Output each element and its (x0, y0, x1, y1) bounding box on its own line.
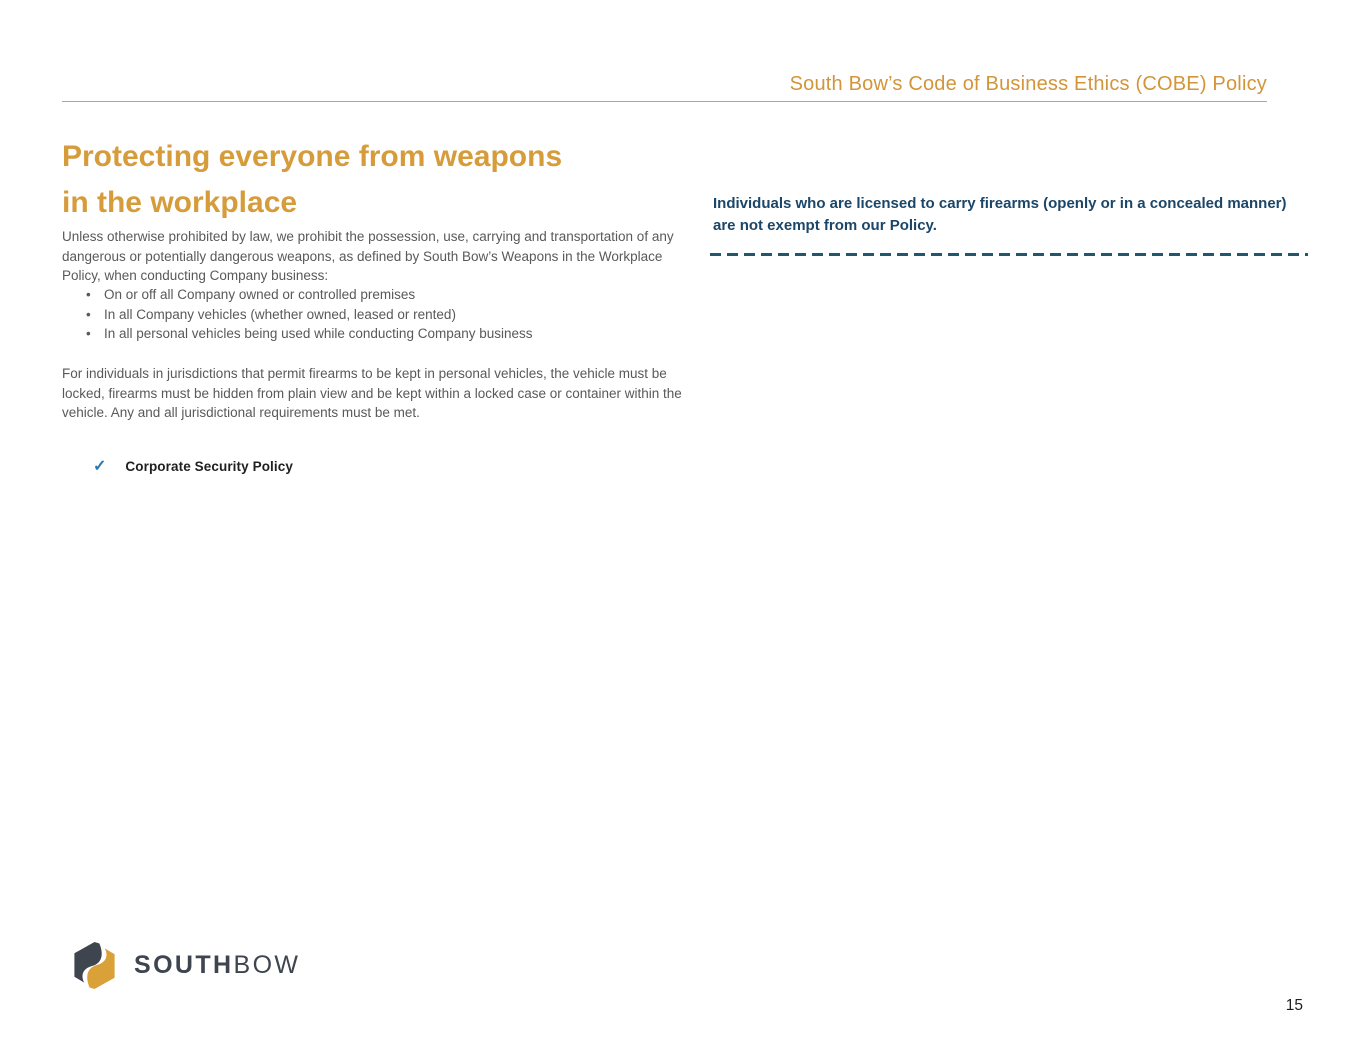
bullet-item: • In all Company vehicles (whether owned, leased or rented) (66, 305, 666, 325)
callout-line-1: Individuals who are licensed to carry firearms (openly or in a concealed manner) (713, 195, 1287, 212)
page-title-line-2: in the workplace (62, 186, 298, 219)
weapons-rules-bullet-list (66, 285, 666, 344)
firearms-license-callout (713, 193, 1287, 236)
checkmark-icon: ✓ (93, 458, 107, 475)
wordmark-south: SOUTH (134, 951, 234, 979)
callout-dashed-divider (710, 253, 1308, 256)
header-title: South Bow’s Code of Business Ethics (COBE) Policy (789, 73, 1267, 95)
callout-line-2: are not exempt from our Policy. (713, 216, 937, 234)
southbow-wordmark (134, 951, 300, 980)
intro-paragraph: Unless otherwise prohibited by law, we prohibit the possession, use, carrying and transportation of any dangerous or potentially dangerous weapons, as defined by South Bow’s Weapons in the Workplace Policy, when conducting Company business: (62, 229, 674, 283)
policy-reference-label: Corporate Security Policy (125, 459, 293, 474)
page-number: 15 (1285, 997, 1303, 1014)
wordmark-bow: BOW (233, 951, 301, 979)
page-title-line-1: Protecting everyone from weapons (62, 140, 563, 173)
page-title (62, 134, 562, 226)
bullet-item: • In all personal vehicles being used while conducting Company business (66, 324, 666, 344)
southbow-logo (70, 941, 300, 990)
bullet-item: • On or off all Company owned or controlled premises (66, 285, 666, 305)
vehicles-paragraph: For individuals in jurisdictions that permit firearms to be kept in personal vehicles, the vehicle must be locked, firearms must be hidden from plain view and be kept within a locked case or container within the vehicle. Any and all jurisdictional requirements must be met. (62, 366, 682, 420)
southbow-logo-mark-icon (70, 941, 119, 990)
header-divider (62, 101, 1267, 102)
policy-reference-row (93, 458, 293, 476)
